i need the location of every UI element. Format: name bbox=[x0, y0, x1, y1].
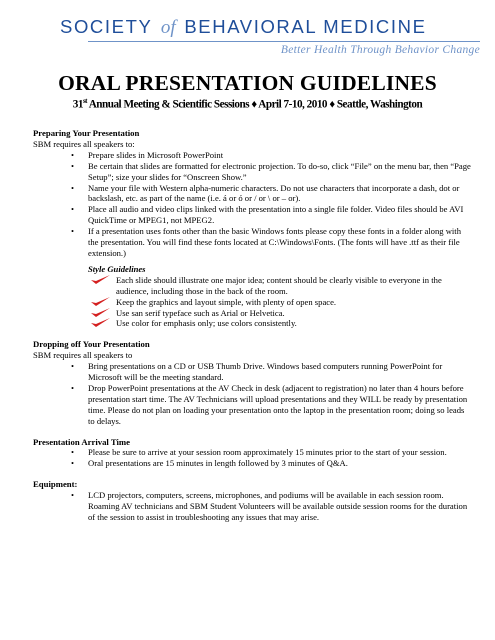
bullet-list-preparing bbox=[33, 150, 473, 259]
section-heading-preparing: Preparing Your Presentation bbox=[33, 128, 140, 138]
section-heading-dropping: Dropping off Your Presentation bbox=[33, 339, 150, 350]
list-item: • Drop PowerPoint presentations at the AV Check in desk (adjacent to registration) no later than 4 hours before presentation start time. The AV Technicians will upload presentations and they WILL be ready by presentation time. Please do not plan on loading your presentation onto the laptop in the presentation room; doing so leads to delays. bbox=[88, 383, 473, 427]
document-title: ORAL PRESENTATION GUIDELINES bbox=[58, 71, 437, 95]
section-arrival bbox=[33, 437, 473, 470]
document-subtitle bbox=[0, 97, 495, 111]
list-item: • Be certain that slides are formatted for electronic projection. To do-so, click “File” on the menu bar, then “Page Setup”; size your slides for “Onscreen Show.” bbox=[88, 161, 473, 183]
check-list-item bbox=[116, 318, 473, 329]
sbm-logo-header bbox=[60, 16, 480, 66]
org-name-of: of bbox=[160, 17, 176, 38]
check-list-item bbox=[116, 308, 473, 319]
style-guidelines bbox=[88, 264, 473, 329]
check-item-text: Use color for emphasis only; use colors consistently. bbox=[116, 318, 297, 329]
bullet-list-arrival bbox=[33, 447, 473, 469]
section-intro-preparing: SBM requires all speakers to: bbox=[33, 138, 135, 149]
list-item: • LCD projectors, computers, screens, microphones, and podiums will be available in each session room. Roaming AV technicians and SBM Student Volunteers will be available outside session rooms for the duration of the session to assist in troubleshooting any issues that may arise. bbox=[88, 490, 473, 523]
bullet-list-equipment bbox=[33, 490, 473, 523]
subtitle-rest: Annual Meeting & Scientific Sessions ♦ April 7-10, 2010 ♦ Seattle, Washington bbox=[87, 98, 423, 111]
style-guidelines-title: Style Guidelines bbox=[88, 263, 146, 274]
check-list-item bbox=[116, 297, 473, 308]
list-item: • Bring presentations on a CD or USB Thumb Drive. Windows based computers running PowerPoint for Microsoft will be the meeting standard. bbox=[88, 361, 473, 383]
bullet-list-dropping bbox=[33, 361, 473, 426]
check-item-text: Each slide should illustrate one major idea; content should be clearly visible to everyone in the audience, including those in the back of the room. bbox=[116, 274, 442, 296]
subtitle-ordinal: 31 bbox=[72, 98, 83, 111]
section-heading-arrival: Presentation Arrival Time bbox=[33, 436, 130, 447]
checkmark-icon bbox=[90, 317, 112, 329]
section-equipment bbox=[33, 479, 473, 523]
list-item: • If a presentation uses fonts other than the basic Windows fonts please copy these fonts in a folder along with the presentation. You will find these fonts located at C:\Windows\Fonts. (The fonts will have .ttf as their file extension.) bbox=[88, 226, 473, 259]
check-item-text: Use san serif typeface such as Arial or Helvetica. bbox=[116, 307, 285, 318]
subtitle-ordinal-suffix: st bbox=[82, 97, 88, 105]
section-intro-dropping: SBM requires all speakers to bbox=[33, 350, 133, 361]
list-item: • Oral presentations are 15 minutes in length followed by 3 minutes of Q&A. bbox=[88, 458, 473, 469]
check-list bbox=[88, 275, 473, 330]
organization-tagline: Better Health Through Behavior Change bbox=[280, 44, 480, 56]
section-dropping bbox=[33, 339, 473, 426]
check-item-text: Keep the graphics and layout simple, with plenty of open space. bbox=[116, 296, 337, 307]
logo-divider bbox=[88, 41, 480, 42]
check-list-item bbox=[116, 275, 473, 297]
list-item: • Prepare slides in Microsoft PowerPoint bbox=[88, 150, 473, 161]
organization-name bbox=[60, 16, 480, 39]
section-heading-equipment: Equipment: bbox=[33, 479, 78, 490]
list-item: • Place all audio and video clips linked with the presentation into a single file folder. Video files should be AVI QuickTime or MPEG1, not MPEG2. bbox=[88, 204, 473, 226]
list-item: • Please be sure to arrive at your session room approximately 15 minutes prior to the start of your session. bbox=[88, 447, 473, 458]
document-body bbox=[33, 128, 473, 533]
org-name-part1: SOCIETY bbox=[60, 16, 153, 37]
checkmark-icon bbox=[90, 274, 112, 286]
list-item: • Name your file with Western alpha-numeric characters. Do not use characters that incorporate a dash, dot or backslash, etc. as part of the name (i.e. á or ó or / or \ or – or). bbox=[88, 183, 473, 205]
section-preparing bbox=[33, 128, 473, 329]
org-name-part2: BEHAVIORAL MEDICINE bbox=[184, 16, 427, 37]
